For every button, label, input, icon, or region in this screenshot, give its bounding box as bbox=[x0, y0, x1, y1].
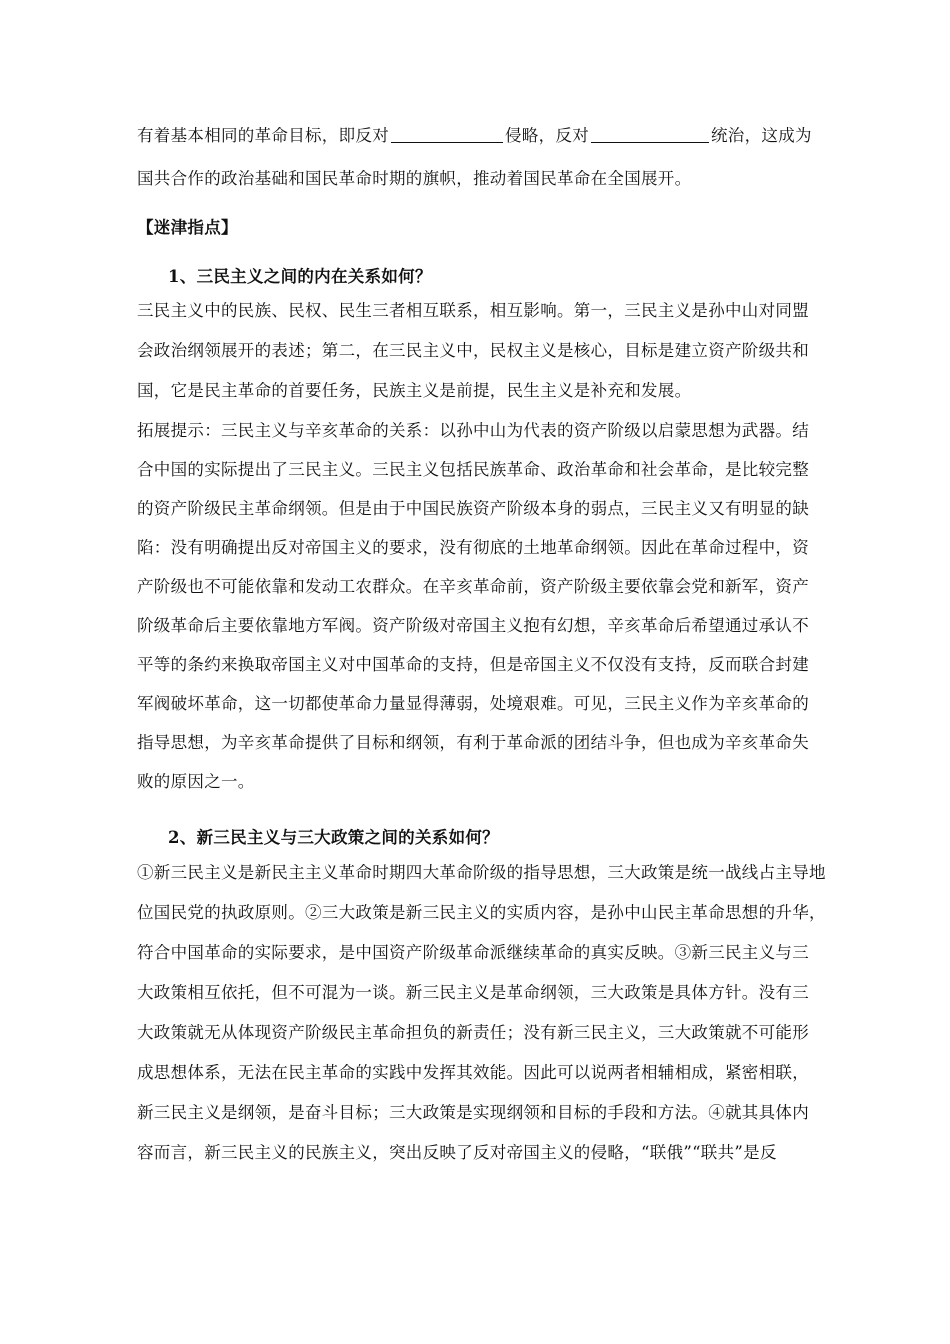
fill-blank-2[interactable] bbox=[591, 126, 709, 143]
q1-para2-line: 的资产阶级民主革命纲领。但是由于中国民族资产阶级本身的弱点，三民主义又有明显的缺 bbox=[137, 499, 809, 518]
intro-text-a: 有着基本相同的革命目标，即反对 bbox=[137, 126, 389, 145]
q2-para-line: 位国民党的执政原则。②三大政策是新三民主义的实质内容，是孙中山民主革命思想的升华， bbox=[137, 903, 826, 922]
fill-blank-1[interactable] bbox=[391, 126, 503, 143]
q1-para2-line: 指导思想，为辛亥革命提供了目标和纲领，有利于革命派的团结斗争，但也成为辛亥革命失 bbox=[137, 733, 809, 752]
q1-para2-line: 阶级革命后主要依靠地方军阀。资产阶级对帝国主义抱有幻想，辛亥革命后希望通过承认不 bbox=[137, 616, 809, 635]
q2-para-line: ①新三民主义是新民主主义革命时期四大革命阶级的指导思想，三大政策是统一战线占主导地 bbox=[137, 863, 826, 882]
section-heading: 【迷津指点】 bbox=[137, 218, 238, 237]
intro-line-1 bbox=[137, 125, 827, 147]
intro-line-2: 国共合作的政治基础和国民革命时期的旗帜，推动着国民革命在全国展开。 bbox=[137, 169, 692, 188]
q1-para2-line: 军阀破坏革命，这一切都使革命力量显得薄弱，处境艰难。可见，三民主义作为辛亥革命的 bbox=[137, 694, 809, 713]
q2-para-line: 成思想体系，无法在民主革命的实践中发挥其效能。因此可以说两者相辅相成，紧密相联， bbox=[137, 1063, 809, 1082]
q2-para-line: 大政策相互依托，但不可混为一谈。新三民主义是革命纲领，三大政策是具体方针。没有三 bbox=[137, 983, 809, 1002]
q1-para1-line: 国，它是民主革命的首要任务，民族主义是前提，民生主义是补充和发展。 bbox=[137, 381, 692, 400]
intro-text-b: 侵略，反对 bbox=[505, 126, 589, 145]
intro-text-c: 统治，这成为 bbox=[711, 126, 812, 145]
q2-para-line: 符合中国革命的实际要求，是中国资产阶级革命派继续革命的真实反映。③新三民主义与三 bbox=[137, 943, 809, 962]
q1-para2-line: 产阶级也不可能依靠和发动工农群众。在辛亥革命前，资产阶级主要依靠会党和新军，资产 bbox=[137, 577, 809, 596]
q2-para-line: 容而言，新三民主义的民族主义，突出反映了反对帝国主义的侵略，“联俄”“联共”是反 bbox=[137, 1143, 777, 1162]
q1-para2-line: 合中国的实际提出了三民主义。三民主义包括民族革命、政治革命和社会革命，是比较完整 bbox=[137, 460, 809, 479]
q1-para1-line: 会政治纲领展开的表述；第二，在三民主义中，民权主义是核心，目标是建立资产阶级共和 bbox=[137, 341, 809, 360]
question-2-title: 2、新三民主义与三大政策之间的关系如何？ bbox=[168, 828, 499, 847]
q2-para-line: 大政策就无从体现资产阶级民主革命担负的新责任；没有新三民主义，三大政策就不可能形 bbox=[137, 1023, 809, 1042]
q1-para2-line: 陷：没有明确提出反对帝国主义的要求，没有彻底的土地革命纲领。因此在革命过程中，资 bbox=[137, 538, 809, 557]
q1-para2-line: 败的原因之一。 bbox=[137, 772, 255, 791]
q2-para-line: 新三民主义是纲领，是奋斗目标；三大政策是实现纲领和目标的手段和方法。④就其具体内 bbox=[137, 1103, 809, 1122]
q1-para2-line: 平等的条约来换取帝国主义对中国革命的支持，但是帝国主义不仅没有支持，反而联合封建 bbox=[137, 655, 809, 674]
question-1-title: 1、三民主义之间的内在关系如何？ bbox=[168, 267, 432, 286]
q1-para2-line: 拓展提示：三民主义与辛亥革命的关系：以孙中山为代表的资产阶级以启蒙思想为武器。结 bbox=[137, 421, 809, 440]
q1-para1-line: 三民主义中的民族、民权、民生三者相互联系，相互影响。第一，三民主义是孙中山对同盟 bbox=[137, 301, 809, 320]
